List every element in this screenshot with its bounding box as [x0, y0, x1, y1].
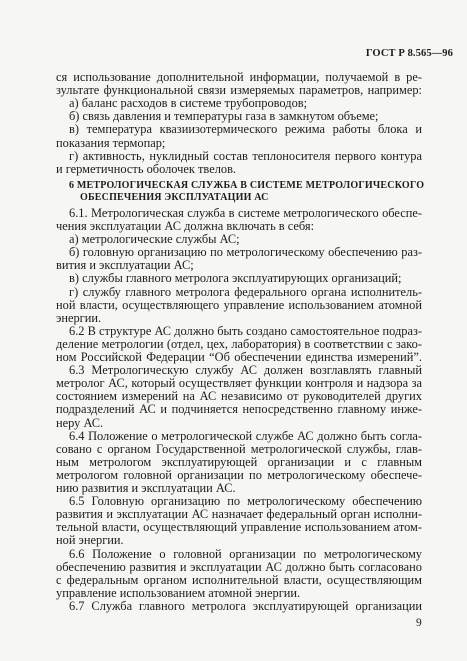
text-line: ной энергии. — [56, 533, 124, 548]
text-line: ной власти, осуществляющего управление использованием атомной — [56, 297, 422, 312]
text-line: и герметичность оболочек твелов. — [56, 161, 237, 176]
page-number: 9 — [416, 617, 422, 629]
list-item: в) службы главного метролога эксплуатирующих организаций; — [69, 271, 402, 286]
text-line: развития и эксплуатации АС назначает федеральный орган исполни- — [56, 507, 422, 522]
section-title: 6 МЕТРОЛОГИЧЕСКАЯ СЛУЖБА В СИСТЕМЕ МЕТРОЛОГИЧЕСКОГО — [69, 179, 425, 191]
text-line: нию развития и эксплуатации АС. — [56, 481, 236, 495]
text-line: зультате функциональной связи измеряемых параметров, например: — [56, 83, 422, 98]
section-title: ОБЕСПЕЧЕНИЯ ЭКСПЛУАТАЦИИ АС — [80, 191, 269, 203]
text-line: 6.6 Положение о головной организации по метрологическому — [69, 546, 422, 561]
text-line: показания термопар; — [56, 135, 166, 150]
list-item: г) службу главного метролога федерального органа исполнитель- — [69, 284, 422, 299]
text-line: управление использованием атомной энергии. — [56, 585, 301, 600]
text-line: состоянием измерений на АС независимо от руководителей других — [56, 389, 422, 404]
text-line: энергии. — [56, 310, 102, 325]
text-line: деление метрологии (отдел, цех, лаборатория) в соответствии с зако- — [56, 336, 422, 351]
list-item: а) метрологические службы АС; — [69, 232, 240, 247]
text-line: 6.7 Служба главного метролога эксплуатирующей организации — [69, 598, 422, 613]
list-item: а) баланс расходов в системе трубопроводов; — [69, 96, 308, 111]
list-item: б) головную организацию по метрологическому обеспечению раз- — [69, 245, 422, 260]
text-line: 6.1. Метрологическая служба в системе метрологического обеспе- — [69, 205, 422, 220]
text-line: ным метрологом эксплуатирующей организации и с главным — [56, 454, 422, 469]
list-item: б) связь давления и температуры газа в замкнутом объеме; — [69, 109, 379, 124]
page-header: ГОСТ Р 8.565—96 — [365, 48, 453, 59]
text-line: тельной власти, осуществляющий управление использованием атом- — [56, 520, 422, 535]
text-line: 6.2 В структуре АС должно быть создано самостоятельное подраз- — [69, 323, 422, 338]
text-line: 6.3 Метрологическую службу АС должен возглавлять главный — [69, 363, 422, 378]
text-line: обеспечению развития и эксплуатации АС должно быть согласовано — [56, 559, 422, 574]
text-line: чения эксплуатации АС должна включать в себя: — [56, 219, 315, 233]
text-line: ся использование дополнительной информации, получаемой в ре- — [56, 70, 422, 84]
text-line: метрологом головной организации по метрологическому обеспече- — [56, 467, 422, 482]
text-line: метролог АС, который осуществляет функции контроля и надзора за — [56, 376, 422, 391]
text-line: 6.4 Положение о метрологической службе АС должно быть согла- — [69, 428, 422, 443]
text-line: совано с органом Государственной метрологической службы, глав- — [56, 441, 422, 456]
text-line: ном Российской Федерации “Об обеспечении единства измерений”. — [56, 350, 422, 364]
text-line: неру АС. — [56, 415, 104, 430]
text-line: вития и эксплуатации АС; — [56, 258, 194, 273]
text-line: 6.5 Головную организацию по метрологическому обеспечению — [69, 494, 422, 509]
list-item: г) активность, нуклидный состав теплоносителя первого контура — [69, 148, 422, 163]
text-line: с федеральным органом исполнительной власти, осуществляющим — [56, 572, 422, 587]
text-line: подразделений АС и подчиняется непосредственно главному инже- — [56, 402, 422, 417]
list-item: в) температура квазиизотермического режима работы блока и — [69, 122, 422, 137]
